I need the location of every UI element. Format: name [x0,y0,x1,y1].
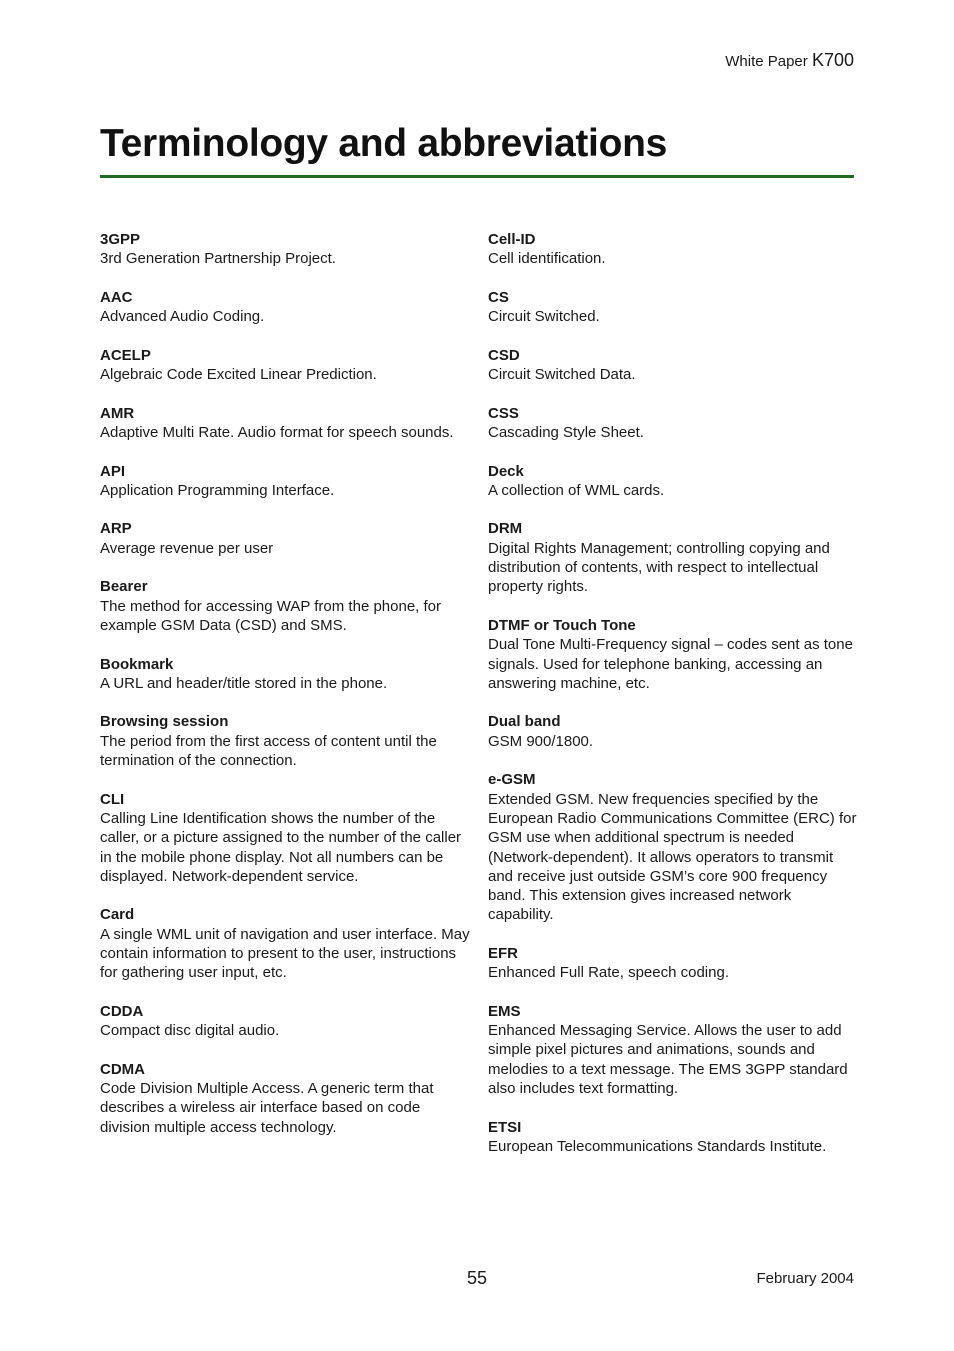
glossary-term: DRM [488,520,523,538]
glossary-entry [488,616,860,693]
glossary-definition: Cascading Style Sheet. [488,423,644,441]
page-title: Terminology and abbreviations [100,122,668,165]
glossary-term: CS [488,288,509,306]
glossary-definition: The period from the first access of content until the termination of the connection. [100,732,437,770]
page-number: 55 [466,1268,488,1288]
glossary-term: CSD [488,346,520,364]
glossary-entry [100,519,472,558]
glossary-right-column [488,230,860,1176]
glossary-entry [100,1060,472,1137]
glossary-term: Bookmark [100,655,174,673]
glossary-entry [488,462,860,501]
glossary-term: CDMA [100,1060,145,1078]
glossary-term: ETSI [488,1118,522,1136]
glossary-definition: Compact disc digital audio. [100,1022,280,1040]
glossary-definition: Calling Line Identification shows the number of the caller, or a picture assigned to the number of the caller in the mobile phone display. Not all numbers can be displayed. Network-dependent service. [100,809,462,885]
glossary-definition: 3rd Generation Partnership Project. [100,250,336,268]
glossary-entry [488,230,860,269]
glossary-definition: Advanced Audio Coding. [100,308,265,326]
glossary-definition: Algebraic Code Excited Linear Prediction. [100,366,377,384]
glossary-entry [100,230,472,269]
glossary-entry [100,577,472,635]
glossary-definition: Adaptive Multi Rate. Audio format for speech sounds. [100,423,454,441]
glossary-term: EFR [488,944,518,962]
glossary-term: Dual band [488,713,561,731]
glossary-term: Card [100,906,135,924]
glossary-term: 3GPP [100,231,141,248]
glossary-entry [100,905,472,982]
glossary-definition: Code Division Multiple Access. A generic term that describes a wireless air interface based on code division multiple access technology. [100,1080,434,1136]
glossary-entry [100,712,472,770]
glossary-term: CLI [100,790,125,808]
glossary-term: e-GSM [488,771,536,789]
glossary-definition: The method for accessing WAP from the phone, for example GSM Data (CSD) and SMS. [100,597,442,634]
glossary-entry [488,1002,860,1098]
glossary-term: Bearer [100,578,148,596]
glossary-term: EMS [488,1002,521,1020]
glossary-definition: Enhanced Full Rate, speech coding. [488,964,729,982]
glossary-definition: A URL and header/title stored in the phone. [100,674,388,692]
glossary-term: AAC [100,288,133,306]
glossary-term: ACELP [100,346,151,364]
glossary-definition: Cell identification. [488,250,606,268]
glossary-entry [100,404,472,443]
glossary-term: Browsing session [100,713,229,731]
glossary-entry [488,1118,860,1157]
glossary-definition: Application Programming Interface. [100,481,335,499]
glossary-entry [488,944,860,983]
glossary-entry [488,770,860,924]
glossary-entry [488,712,860,751]
glossary-entry [100,288,472,327]
glossary-entry [100,462,472,501]
glossary-definition: Extended GSM. New frequencies specified by the European Radio Communications Committee (ERC) for GSM use when additional spectrum is needed (Network-dependent). It allows operators to transmit and receive just outside GSM’s core 900 frequency band. This extension gives increased network capability. [488,790,857,924]
glossary-entry [100,1002,472,1041]
glossary-entry [488,346,860,385]
glossary-definition: Circuit Switched Data. [488,366,636,384]
glossary-definition: Circuit Switched. [488,308,600,326]
document-header [725,50,854,71]
title-underline-rule [100,175,854,178]
glossary-entry [488,404,860,443]
glossary-left-column [100,230,472,1156]
glossary-definition: Enhanced Messaging Service. Allows the user to add simple pixel pictures and animations, sounds and melodies to a text message. The EMS 3GPP standard also includes text formatting. [488,1022,848,1098]
glossary-definition: Average revenue per user [100,539,274,557]
glossary-term: CSS [488,404,519,422]
glossary-term: Cell-ID [488,231,536,248]
glossary-entry [488,288,860,327]
glossary-term: AMR [100,404,135,422]
header-label: White Paper [725,53,808,70]
glossary-definition: Digital Rights Management; controlling copying and distribution of contents, with respect to intellectual property rights. [488,539,830,596]
glossary-entry [100,655,472,694]
glossary-entry [100,346,472,385]
glossary-entry [488,519,860,596]
glossary-entry [100,790,472,886]
glossary-term: Deck [488,462,524,480]
glossary-term: ARP [100,520,132,538]
glossary-definition: Dual Tone Multi-Frequency signal – codes sent as tone signals. Used for telephone banking, accessing an answering machine, etc. [488,636,853,692]
header-model: K700 [811,50,854,70]
glossary-definition: A collection of WML cards. [488,481,665,499]
glossary-definition: A single WML unit of navigation and user interface. May contain information to present to the user, instructions for gathering user input, etc. [100,925,470,982]
glossary-term: DTMF or Touch Tone [488,616,636,634]
glossary-definition: GSM 900/1800. [488,732,594,750]
footer-date: February 2004 [756,1270,854,1287]
glossary-term: API [100,462,126,480]
glossary-term: CDDA [100,1002,144,1020]
glossary-definition: European Telecommunications Standards Institute. [488,1137,827,1155]
